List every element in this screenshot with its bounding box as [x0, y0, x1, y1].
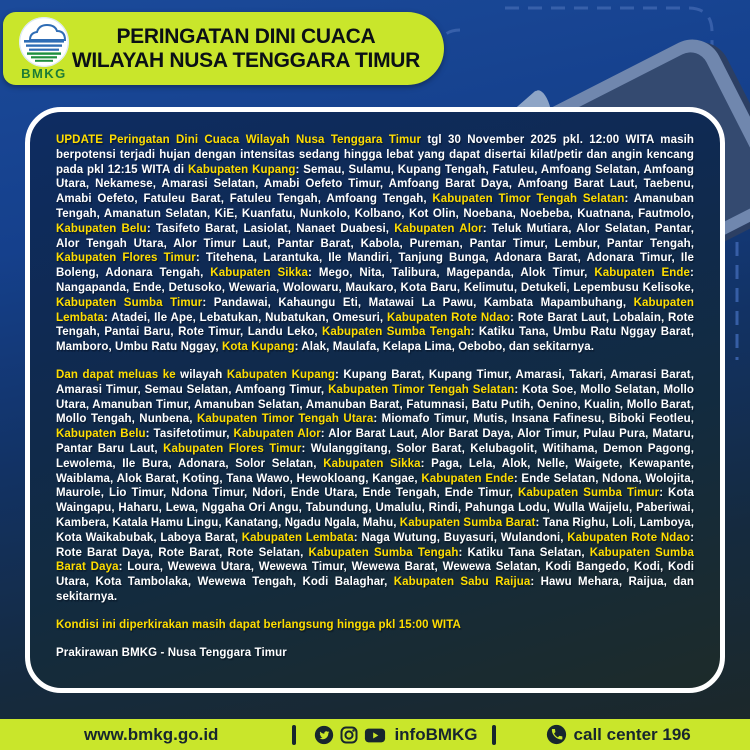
bmkg-cloud-logo [18, 16, 70, 68]
warning-text: : Titehena, Larantuka, Ile Mandiri, Tanjung Bunga, Adonara Barat, Adonara Timur, Ile Boleng, Adonara Tengah, [56, 252, 695, 280]
region-name-highlight: Kabupaten Alor [233, 428, 321, 441]
social-icons [314, 725, 386, 745]
region-name-highlight: Kabupaten Sumba Tengah [322, 326, 471, 339]
footer-bar [0, 719, 750, 750]
warning-text: : Amanuban Tengah, Amanatun Selatan, KiE, Kuanfatu, Nunkolo, Kolbano, Kot Olin, Noebana, Noebeba, Kuatnana, Fautmolo, [56, 193, 694, 220]
warning-text: : Atadei, Ile Ape, Lebatukan, Nubatukan, Omesuri, [104, 311, 387, 324]
warning-content-box [25, 107, 725, 693]
warning-text: : Paga, Lela, Alok, Nelle, Waigete, Kewapante, Waiblama, Alok Barat, Koting, Tana Wawo, Hewokloang, Kangae, [56, 457, 695, 485]
header-banner [3, 12, 444, 85]
phone-icon [546, 724, 567, 745]
region-name-highlight: Kabupaten Kupang [226, 368, 335, 381]
warning-text: : Semau, Sulamu, Kupang Tengah, Fatuleu, Amfoang Selatan, Amfoang Utara, Nekamese, Amarasi Selatan, Amabi Oefeto Timur, Amfoang Barat Daya, Amfoang Barat Laut, Taebenu, Amabi Oefeto, Fatuleu Barat, Fatuleu Tengah, Amfoang Tengah, [56, 163, 694, 206]
warning-text: : Alak, Maulafa, Kelapa Lima, Oebobo, dan sekitarnya. [294, 341, 595, 354]
warning-text: : Rote Barat Daya, Rote Barat, Rote Selatan, [56, 531, 694, 559]
poster-title-line2: WILAYAH NUSA TENGGARA TIMUR [71, 48, 420, 72]
region-name-highlight: Dan dapat meluas ke [56, 368, 176, 381]
warning-paragraph-expansion [56, 368, 694, 605]
warning-text: : Mego, Nita, Talibura, Magepanda, Alok Timur, [308, 267, 595, 280]
warning-text: : Tasifeto Barat, Lasiolat, Nanaet Duabesi, [146, 222, 395, 235]
bmkg-logo [16, 16, 72, 81]
warning-text: : Katiku Tana, Umbu Ratu Nggay Barat, Mamboro, Umbu Ratu Nggay, [56, 326, 695, 354]
poster-title [72, 25, 444, 72]
warning-text: : Naga Wutung, Buyasuri, Wulandoni, [353, 531, 568, 544]
region-name-highlight: Kabupaten Sikka [323, 457, 421, 470]
social-handle[interactable]: infoBMKG [394, 724, 478, 744]
warning-text: : Tana Righu, Loli, Lamboya, Kota Waikabubak, Laboya Barat, [56, 516, 694, 544]
region-name-highlight: Kabupaten Kupang [187, 163, 296, 176]
region-name-highlight: Kabupaten Sumba Tengah [308, 546, 459, 559]
warning-text: : Miomafo Timur, Mutis, Insana Fafinesu, Biboki Feotleu, [373, 413, 694, 426]
region-name-highlight: Kabupaten Timor Tengah Selatan [328, 383, 515, 396]
region-name-highlight: Kabupaten Ende [421, 472, 514, 485]
warning-text: : Nangapanda, Ende, Detusoko, Wewaria, Wolowaru, Maukaro, Kota Baru, Kelimutu, Detukeli, Lepembusu Kelisoke, [56, 267, 694, 294]
warning-text: : Tasifetotimur, [145, 428, 234, 441]
region-name-highlight: Kabupaten Timor Tengah Selatan [432, 193, 625, 206]
region-name-highlight: Kabupaten Rote Ndao [387, 311, 510, 324]
region-name-highlight: Kabupaten Rote Ndao [567, 531, 691, 544]
warning-text: : Katiku Tana Selatan, [458, 546, 590, 559]
youtube-icon[interactable] [364, 725, 386, 745]
warning-text: : Ende Selatan, Ndona, Wolojita, Maurole, Lio Timur, Ndona Timur, Ndori, Ende Utara, Ende Tengah, Ende Timur, [56, 472, 694, 500]
footer-divider [492, 725, 496, 745]
warning-text: : Wulanggitang, Solor Barat, Kelubagolit, Witihama, Demon Pagong, Lewolema, Ile Bura, Adonara, Solor Selatan, [56, 442, 694, 470]
bmkg-logo-text: BMKG [21, 66, 67, 81]
warning-text: : Teluk Mutiara, Alor Selatan, Pantar, Alor Tengah Utara, Alor Timur Laut, Pantar Barat, Kabola, Pureman, Pantar Timur, Lembur, Pantar Tengah, [56, 222, 694, 250]
region-name-highlight: Kota Kupang [221, 341, 295, 354]
warning-paragraph-main [56, 133, 694, 355]
warning-text: : Kupang Barat, Kupang Timur, Amarasi, Takari, Amarasi Barat, Amarasi Timur, Semau Selatan, Amfoang Timur, [56, 368, 695, 396]
region-name-highlight: Kondisi ini diperkirakan masih dapat berlangsung hingga pkl 15:00 WITA [56, 618, 461, 631]
warning-text: Prakirawan BMKG - Nusa Tenggara Timur [56, 646, 287, 659]
region-name-highlight: Kabupaten Sikka [210, 267, 309, 280]
twitter-icon[interactable] [314, 725, 334, 745]
website-link[interactable]: www.bmkg.go.id [84, 724, 219, 744]
warning-duration-note [56, 618, 694, 633]
region-name-highlight: Kabupaten Ende [594, 267, 691, 280]
region-name-highlight: Kabupaten Sumba Barat Daya [56, 546, 694, 574]
region-name-highlight: Kabupaten Belu [56, 428, 146, 441]
warning-text: : Pandawai, Kahaungu Eti, Matawai La Pawu, Kambata Mapambuhang, [202, 296, 634, 309]
region-name-highlight: Kabupaten Alor [394, 222, 483, 235]
region-name-highlight: UPDATE Peringatan Dini Cuaca Wilayah Nusa Tenggara Timur [56, 134, 422, 146]
warning-text: : Rote Barat Laut, Lobalain, Rote Tengah, Pantai Baru, Rote Timur, Landu Leko, [56, 311, 695, 339]
warning-text: : Kota Waingapu, Haharu, Lewa, Nggaha Ori Angu, Tabundung, Umalulu, Rindi, Pahunga Lodu, Wulla Waijelu, Paberiwai, Kambera, Katala Hamu Lingu, Kanatang, Ngadu Ngala, Mahu, [56, 487, 694, 529]
region-name-highlight: Kabupaten Sumba Barat [399, 516, 536, 529]
warning-text: wilayah [175, 368, 227, 381]
instagram-icon[interactable] [339, 725, 359, 745]
region-name-highlight: Kabupaten Lembata [241, 531, 354, 544]
region-name-highlight: Kabupaten Sumba Timur [517, 487, 660, 500]
forecaster-signature [56, 646, 694, 661]
poster-title-line1: PERINGATAN DINI CUACA [116, 24, 376, 48]
region-name-highlight: Kabupaten Flores Timur [56, 252, 196, 265]
region-name-highlight: Kabupaten Sumba Timur [56, 296, 203, 309]
warning-text: : Loura, Wewewa Utara, Wewewa Timur, Wewewa Barat, Wewewa Selatan, Kodi Bangedo, Kodi, Kodi Utara, Kota Tambolaka, Wewewa Tengah, Kodi Balaghar, [56, 561, 694, 589]
footer-divider [292, 725, 296, 745]
warning-text: : Hawu Mehara, Raijua, dan sekitarnya. [56, 576, 694, 603]
call-center [546, 724, 691, 745]
region-name-highlight: Kabupaten Timor Tengah Utara [196, 413, 374, 426]
call-center-label[interactable]: call center 196 [573, 724, 691, 744]
warning-text: : Kota Soe, Mollo Selatan, Mollo Utara, Amanuban Timur, Amanuban Selatan, Amanuban Barat, Fatumnasi, Batu Putih, Oenino, Kualin, Mollo Barat, Mollo Tengah, Nunbena, [56, 383, 694, 426]
region-name-highlight: Kabupaten Lembata [56, 296, 694, 324]
region-name-highlight: Kabupaten Sabu Raijua [393, 576, 531, 589]
region-name-highlight: Kabupaten Belu [56, 222, 147, 235]
warning-text: : Alor Barat Laut, Alor Barat Daya, Alor Timur, Pulau Pura, Mataru, Pantar Baru Laut, [56, 428, 695, 455]
warning-text: tgl 30 November 2025 pkl. 12:00 WITA masih berpotensi terjadi hujan dengan intensitas sedang hingga lebat yang dapat disertai kilat/petir dan angin kencang pada pkl 12:15 WITA di [56, 134, 694, 176]
region-name-highlight: Kabupaten Flores Timur [163, 442, 302, 455]
